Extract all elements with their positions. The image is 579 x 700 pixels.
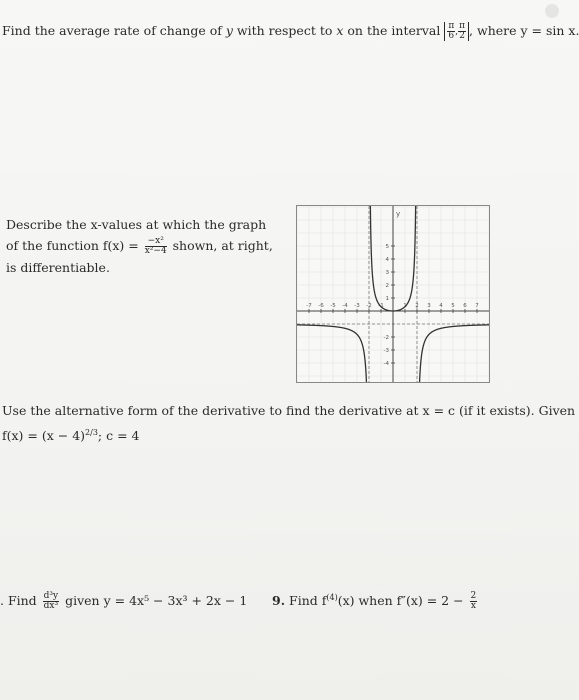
interval-left-num: π (448, 21, 455, 31)
x-tick-label: 4 (439, 303, 443, 309)
problem1-var-x: x (336, 23, 344, 38)
problem1-text-a: Find the average rate of change of (2, 23, 226, 38)
problem5-text-b: (x) when f″(x) = 2 − (337, 593, 468, 609)
x-tick-label: 3 (427, 303, 431, 309)
problem1-var-y: y (225, 23, 233, 38)
problem-differentiable-line1: Describe the x-values at which the graph (6, 217, 267, 232)
curve-left-branch (297, 325, 367, 382)
x-tick-label: -3 (354, 303, 360, 309)
problem5-frac-den: x (470, 601, 476, 612)
x-tick-label: -6 (318, 303, 324, 309)
x-tick-label: -1 (378, 303, 384, 309)
problem-third-derivative (0, 592, 247, 611)
y-tick-label: -2 (383, 335, 389, 341)
problem1-text-d: , where y = sin x. (469, 23, 579, 38)
function-graph (296, 205, 490, 383)
curve-right-branch (419, 325, 489, 382)
y-tick-label: 2 (385, 283, 389, 289)
problem3-exponent: 2/3 (85, 428, 98, 437)
problem2-frac-num: −x² (145, 237, 167, 247)
problem-differentiable-line2 (6, 237, 273, 256)
problem5-frac-num: 2 (470, 591, 477, 602)
problem-fourth-derivative (272, 590, 479, 611)
problem5-text-a: Find f (285, 593, 327, 609)
problem2-text-b: shown, at right, (168, 238, 273, 253)
problem-alternative-derivative-line1: Use the alternative form of the derivative to find the derivative at x = c (if it exists). Given (2, 403, 576, 418)
problem5-order: (4) (326, 593, 338, 602)
x-tick-label: -7 (306, 303, 312, 309)
y-tick-label: -4 (383, 361, 389, 367)
problem1-text-c: on the interval (343, 23, 445, 38)
x-tick-label: -4 (342, 303, 348, 309)
y-tick-label: 1 (385, 296, 389, 302)
problem2-text-a: of the function f(x) = (6, 238, 143, 253)
graph-svg (297, 206, 489, 382)
y-tick-label: 5 (385, 244, 389, 250)
x-tick-label: -2 (366, 303, 372, 309)
x-tick-label: 7 (475, 303, 479, 309)
x-tick-label: 2 (415, 303, 419, 309)
interval-right-num: π (459, 21, 466, 31)
problem1-text-b: with respect to (232, 23, 337, 38)
y-tick-label: 3 (385, 270, 389, 276)
problem5-number: 9. (272, 593, 286, 609)
interval-left-den: 6 (448, 31, 455, 41)
problem4-deriv-num: d³y (43, 591, 59, 601)
problem-alternative-derivative-line2 (2, 425, 139, 444)
x-tick-label: -5 (330, 303, 336, 309)
y-tick-label: -3 (383, 348, 389, 354)
ink-smudge (545, 4, 559, 18)
problem4-prefix: . Find (0, 593, 41, 608)
problem-differentiable-line3: is differentiable. (6, 260, 110, 275)
y-axis-label: y (396, 210, 401, 218)
interval-right-den: 2 (459, 31, 465, 41)
y-tick-label: 4 (385, 257, 389, 263)
interval-bracket (444, 22, 469, 41)
x-tick-label: 5 (451, 303, 455, 309)
problem4-text: given y = 4x⁵ − 3x³ + 2x − 1 (61, 593, 248, 608)
problem2-frac-den: x²−4 (144, 246, 167, 256)
problem4-deriv-den: dx³ (43, 601, 59, 611)
problem-average-rate (2, 22, 579, 41)
problem3-text-b: ; c = 4 (97, 428, 140, 444)
problem3-text-a: f(x) = (x − 4) (2, 428, 86, 444)
x-tick-label: 6 (463, 303, 467, 309)
x-tick-label: 1 (403, 303, 407, 309)
interval-sep: , (455, 27, 459, 37)
